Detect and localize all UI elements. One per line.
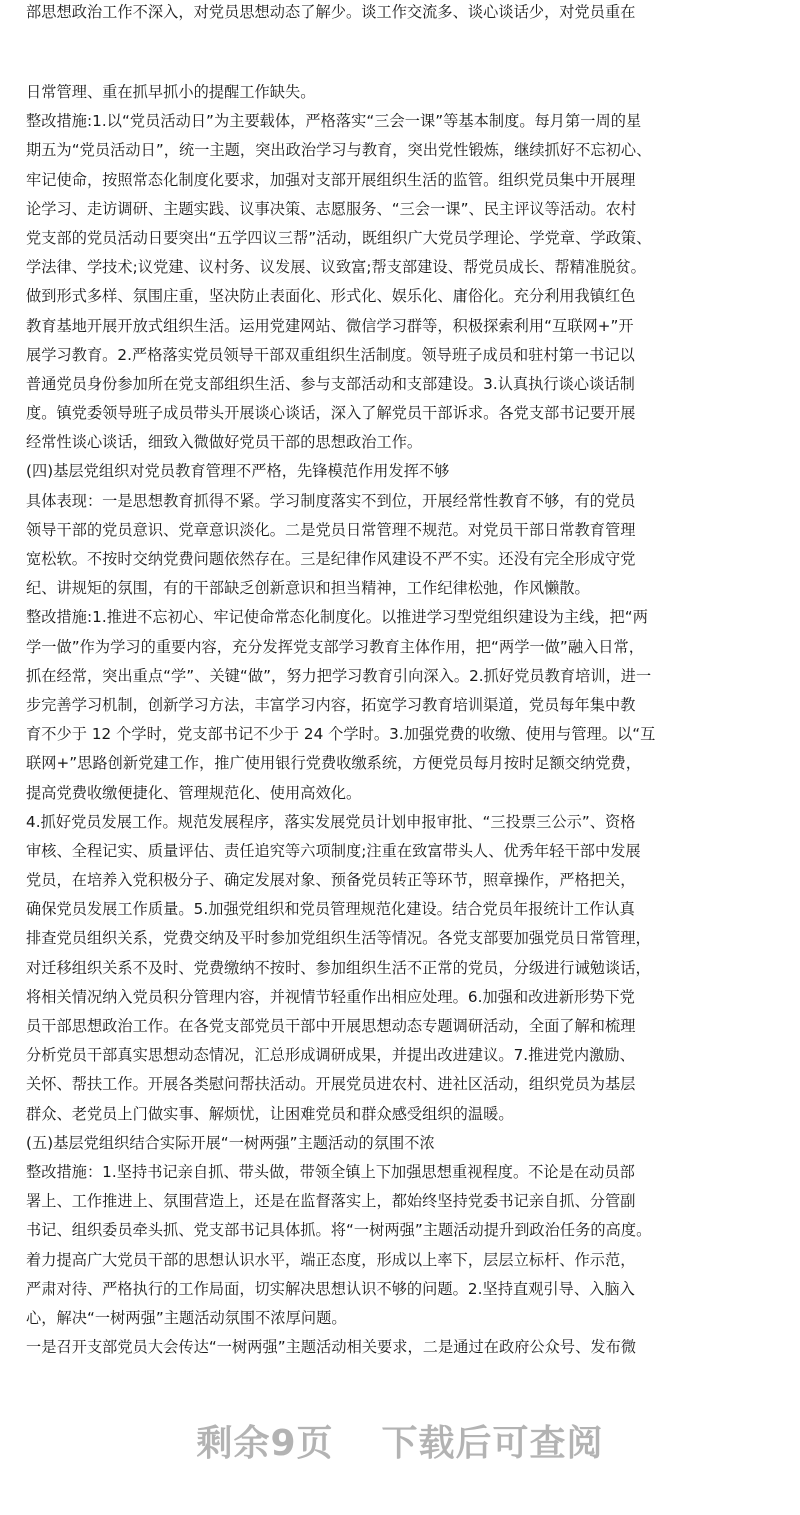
text-line: 分析党员干部真实思想动态情况，汇总形成调研成果，并提出改进建议。7.推进党内激励、: [26, 1046, 635, 1065]
text-line: 论学习、走访调研、主题实践、议事决策、志愿服务、“三会一课”、民主评议等活动。农村: [26, 199, 637, 218]
text-line: 署上、工作推进上、氛围营造上，还是在监督落实上，都始终坚持党委书记亲自抓、分管副: [26, 1192, 636, 1211]
text-line: 联网+”思路创新党建工作，推广使用银行党费收缴系统，方便党员每月按时足额交纳党费，: [26, 754, 641, 773]
text-line: 群众、老党员上门做实事、解烦忧，让困难党员和群众感受组织的温暖。: [26, 1104, 514, 1123]
text-line: 党支部的党员活动日要突出“五学四议三帮”活动，既组织广大党员学理论、学党章、学政策、: [26, 228, 652, 247]
text-line: 学法律、学技术;议党建、议村务、议发展、议致富;帮支部建设、帮党员成长、帮精准脱贫。: [26, 258, 646, 277]
text-line: 经常性谈心谈话，细致入微做好党员干部的思想政治工作。: [26, 433, 423, 452]
text-line: 教育基地开展开放式组织生活。运用党建网站、微信学习群等，积极探索利用“互联网+”开: [26, 316, 634, 335]
text-line: 领导干部的党员意识、党章意识淡化。二是党员日常管理不规范。对党员干部日常教育管理: [26, 520, 636, 539]
text-line: 4.抓好党员发展工作。规范发展程序，落实发展党员计划申报审批、“三投票三公示”、资格: [26, 812, 636, 831]
text-line: 心，解决“一树两强”主题活动氛围不浓厚问题。: [26, 1308, 347, 1327]
text-line: 将相关情况纳入党员积分管理内容，并视情节轻重作出相应处理。6.加强和改进新形势下党: [26, 987, 635, 1006]
text-line: 党员，在培养入党积极分子、确定发展对象、预备党员转正等环节，照章操作，严格把关，: [26, 871, 636, 890]
text-line: (五)基层党组织结合实际开展“一树两强”主题活动的氛围不浓: [26, 1133, 435, 1152]
text-line: 日常管理、重在抓早抓小的提醒工作缺失。: [26, 83, 316, 101]
text-line: 整改措施：1.坚持书记亲自抓、带头做，带领全镇上下加强思想重视程度。不论是在动员部: [26, 1162, 635, 1181]
text-line: (四)基层党组织对党员教育管理不严格，先锋模范作用发挥不够: [26, 462, 450, 481]
download-gate-banner[interactable]: [0, 1405, 800, 1475]
text-line: 期五为“党员活动日”，统一主题，突出政治学习与教育，突出党性锻炼，继续抓好不忘初心、: [26, 141, 652, 160]
text-line: 提高党费收缴便捷化、管理规范化、使用高效化。: [26, 783, 362, 802]
text-line: 步完善学习机制，创新学习方法，丰富学习内容，拓宽学习教育培训渠道，党员每年集中教: [26, 695, 636, 714]
text-line: 抓在经常，突出重点“学”、关键“做”，努力把学习教育引向深入。2.抓好党员教育培训，进一: [26, 666, 652, 685]
text-line: 确保党员发展工作质量。5.加强党组织和党员管理规范化建设。结合党员年报统计工作认真: [26, 900, 635, 919]
text-line: 部思想政治工作不深入，对党员思想动态了解少。谈工作交流多、谈心谈话少，对党员重在: [26, 3, 636, 21]
text-line: 做到形式多样、氛围庄重，坚决防止表面化、形式化、娱乐化、庸俗化。充分利用我镇红色: [26, 287, 636, 306]
text-line: 排查党员组织关系，党费交纳及平时参加党组织生活等情况。各党支部要加强党员日常管理，: [26, 929, 651, 948]
document-top-fragment: [26, 0, 778, 27]
text-line: 普通党员身份参加所在党支部组织生活、参与支部活动和支部建设。3.认真执行谈心谈话制: [26, 374, 635, 393]
text-line: 具体表现：一是思想教育抓得不紧。学习制度落实不到位，开展经常性教育不够，有的党员: [26, 491, 636, 510]
text-line: 着力提高广大党员干部的思想认识水平，端正态度，形成以上率下，层层立标杆、作示范，: [26, 1250, 636, 1269]
text-line: 展学习教育。2.严格落实党员领导干部双重组织生活制度。领导班子成员和驻村第一书记以: [26, 345, 635, 364]
text-line: 一是召开支部党员大会传达“一树两强”主题活动相关要求，二是通过在政府公众号、发布微: [26, 1338, 637, 1357]
document-body: [26, 78, 778, 1362]
text-line: 宽松软。不按时交纳党费问题依然存在。三是纪律作风建设不严不实。还没有完全形成守党: [26, 550, 636, 568]
text-line: 育不少于 12 个学时，党支部书记不少于 24 个学时。3.加强党费的收缴、使用与管理。以“互: [26, 725, 656, 744]
download-prompt-label[interactable]: 下载后可查阅: [381, 1422, 604, 1464]
text-line: 对迁移组织关系不及时、党费缴纳不按时、参加组织生活不正常的党员，分级进行诫勉谈话，: [26, 958, 651, 977]
remaining-pages-label[interactable]: 剩余9页: [196, 1422, 334, 1464]
text-line: 纪、讲规矩的氛围，有的干部缺乏创新意识和担当精神，工作纪律松弛，作风懒散。: [26, 579, 590, 598]
text-line: 牢记使命，按照常态化制度化要求，加强对支部开展组织生活的监管。组织党员集中开展理: [26, 170, 636, 189]
text-line: 员干部思想政治工作。在各党支部党员干部中开展思想动态专题调研活动，全面了解和梳理: [26, 1017, 636, 1035]
text-line: 严肃对待、严格执行的工作局面，切实解决思想认识不够的问题。2.坚持直观引导、入脑入: [26, 1279, 635, 1298]
text-line: 审核、全程记实、质量评估、责任追究等六项制度;注重在致富带头人、优秀年轻干部中发展: [26, 841, 641, 860]
text-line: 度。镇党委领导班子成员带头开展谈心谈话，深入了解党员干部诉求。各党支部书记要开展: [26, 404, 636, 423]
text-line: 整改措施:1.推进不忘初心、牢记使命常态化制度化。以推进学习型党组织建设为主线，把“两: [26, 608, 648, 627]
text-line: 关怀、帮扶工作。开展各类慰问帮扶活动。开展党员进农村、进社区活动，组织党员为基层: [26, 1075, 636, 1094]
text-line: 书记、组织委员牵头抓、党支部书记具体抓。将“一树两强”主题活动提升到政治任务的高度。: [26, 1221, 652, 1240]
text-line: 学一做”作为学习的重要内容，充分发挥党支部学习教育主体作用，把“两学一做”融入日常，: [26, 637, 645, 656]
text-line: 整改措施:1.以“党员活动日”为主要载体，严格落实“三会一课”等基本制度。每月第一周的星: [26, 112, 642, 131]
